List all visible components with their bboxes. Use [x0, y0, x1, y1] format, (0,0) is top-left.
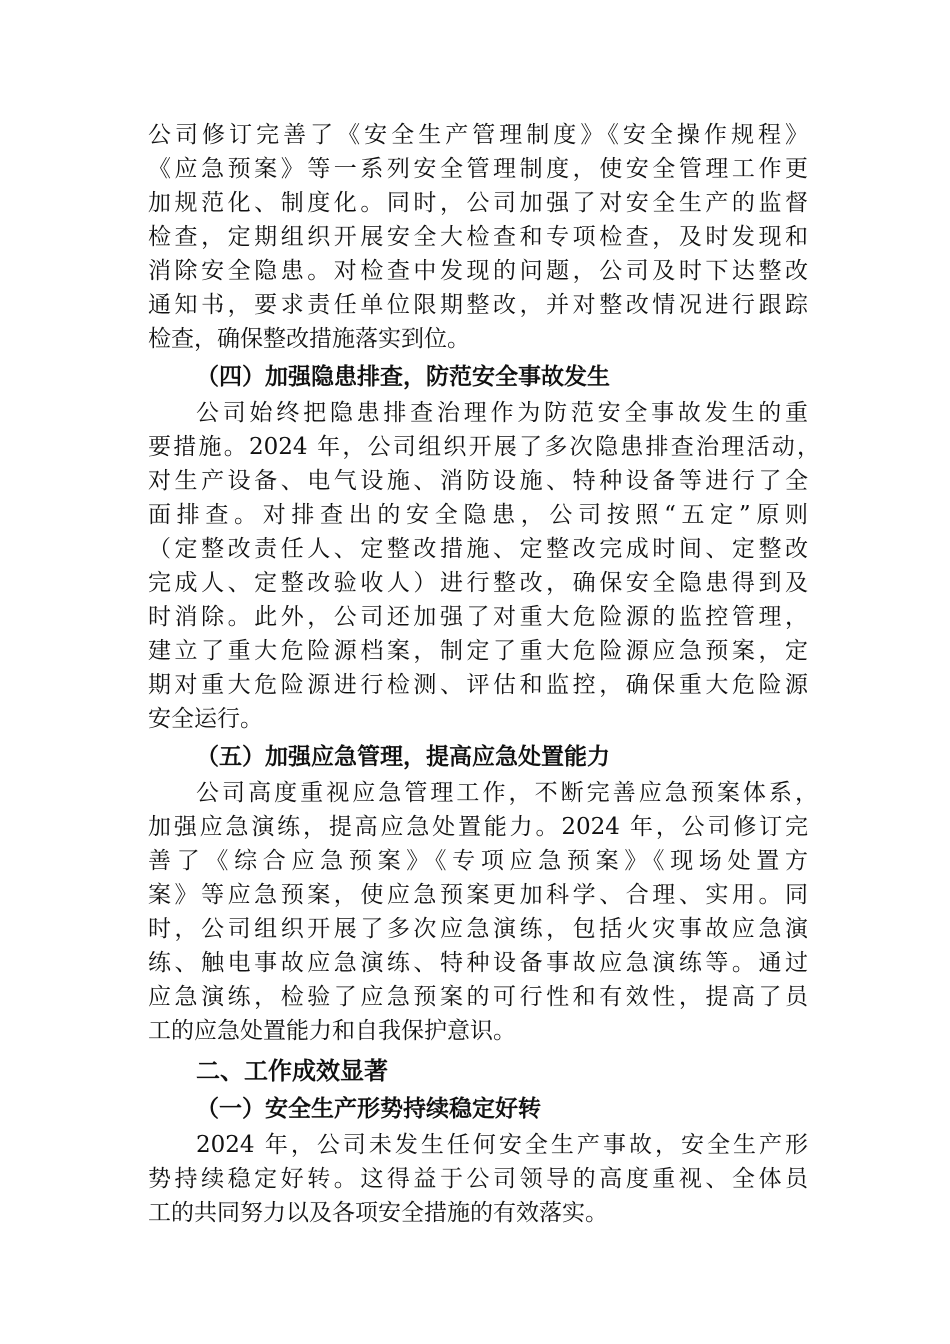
- body-text-line: 练、触电事故应急演练、特种设备事故应急演练等。通过: [148, 950, 808, 976]
- body-text-line: 通知书，要求责任单位限期整改，并对整改情况进行跟踪: [148, 292, 808, 318]
- body-text-line: 建立了重大危险源档案，制定了重大危险源应急预案，定: [148, 638, 808, 664]
- body-text-line: （定整改责任人、定整改措施、定整改完成时间、定整改: [148, 536, 808, 562]
- body-text-line: 《应急预案》等一系列安全管理制度，使安全管理工作更: [148, 156, 808, 182]
- body-text-line: 完成人、定整改验收人）进行整改，确保安全隐患得到及: [148, 570, 808, 596]
- section-heading: （一）安全生产形势持续稳定好转: [196, 1095, 541, 1122]
- body-text-line: 检查，定期组织开展安全大检查和专项检查，及时发现和: [148, 224, 808, 250]
- section-heading: （五）加强应急管理，提高应急处置能力: [196, 743, 610, 770]
- body-text-line: 势持续稳定好转。这得益于公司领导的高度重视、全体员: [148, 1166, 808, 1192]
- body-text-line: 案》等应急预案，使应急预案更加科学、合理、实用。同: [148, 882, 808, 908]
- body-text-line: 面排查。对排查出的安全隐患，公司按照“五定”原则: [148, 502, 808, 528]
- body-text-line: 消除安全隐患。对检查中发现的问题，公司及时下达整改: [148, 258, 808, 284]
- body-text-line: 工的共同努力以及各项安全措施的有效落实。: [148, 1200, 608, 1226]
- body-text-line: 对生产设备、电气设施、消防设施、特种设备等进行了全: [148, 468, 808, 494]
- body-text-line: 应急演练，检验了应急预案的可行性和有效性，提高了员: [148, 984, 808, 1010]
- body-text-line: 公司修订完善了《安全生产管理制度》《安全操作规程》: [148, 122, 808, 148]
- body-text-line: 时，公司组织开展了多次应急演练，包括火灾事故应急演: [148, 916, 808, 942]
- body-text-line: 公司始终把隐患排查治理作为防范安全事故发生的重: [196, 400, 808, 426]
- section-heading: （四）加强隐患排查，防范安全事故发生: [196, 363, 610, 390]
- body-text-line: 工的应急处置能力和自我保护意识。: [148, 1018, 516, 1044]
- body-text-line: 善了《综合应急预案》《专项应急预案》《现场处置方: [148, 848, 808, 874]
- body-text-line: 时消除。此外，公司还加强了对重大危险源的监控管理，: [148, 604, 808, 630]
- body-text-line: 要措施。2024 年，公司组织开展了多次隐患排查治理活动，: [148, 434, 820, 460]
- body-text-line: 加强应急演练，提高应急处置能力。2024 年，公司修订完: [148, 814, 808, 840]
- body-text-line: 检查，确保整改措施落实到位。: [148, 326, 470, 352]
- body-text-line: 加规范化、制度化。同时，公司加强了对安全生产的监督: [148, 190, 808, 216]
- chapter-heading: 二、工作成效显著: [196, 1057, 388, 1085]
- body-text-line: 2024 年，公司未发生任何安全生产事故，安全生产形: [196, 1132, 808, 1158]
- body-text-line: 期对重大危险源进行检测、评估和监控，确保重大危险源: [148, 672, 808, 698]
- body-text-line: 安全运行。: [148, 706, 263, 732]
- body-text-line: 公司高度重视应急管理工作，不断完善应急预案体系，: [196, 780, 818, 806]
